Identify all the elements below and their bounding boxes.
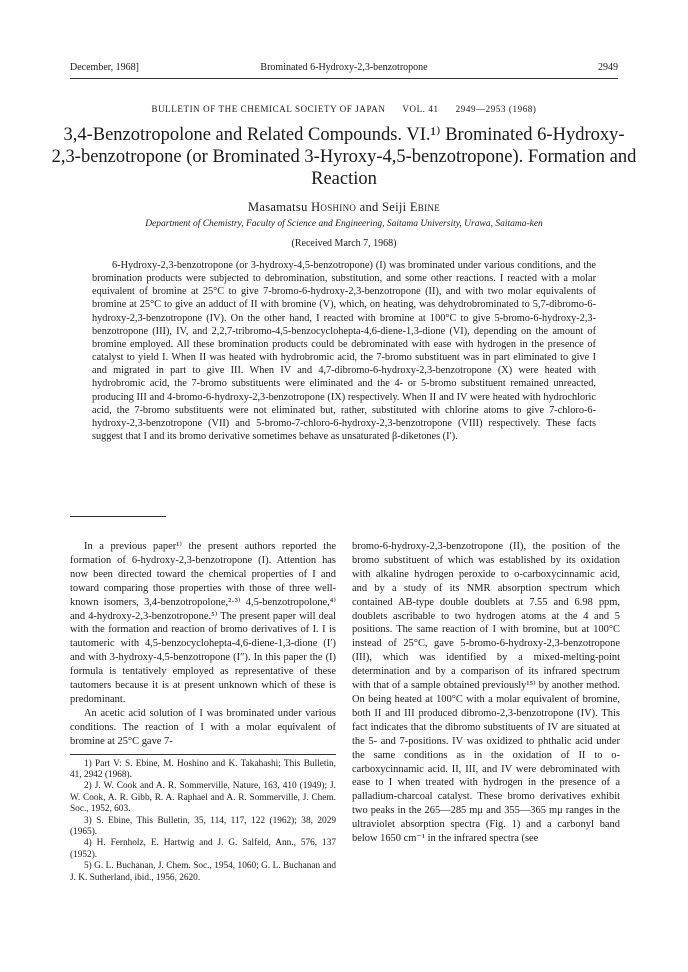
section-divider [70,516,166,517]
abstract-text: 6-Hydroxy-2,3-benzotropone (or 3-hydroxy-4,5-benzotropone) (I) was brominated under various conditions, and the bromination products were subjected to debromination, substitution, and some other reactions. I reacted with a molar equivalent of bromine at 25°C to give 7-bromo-6-hydroxy-2,3-benzotropone (II), and with two molar equivalents of bromine at 25°C to give an adduct of II with bromine (V), which, on heating, was dehydrobrominated to 5,7-dibromo-6-hydroxy-2,3-benzotropone (IV). On the other hand, I reacted with bromine at 100°C to give 5-bromo-6-hydroxy-2,3-benzotropone (III), IV, and 2,2,7-tribromo-4,5-benzocyclohepta-4,6-diene-1,3-dione (VI), depending on the amount of bromine employed. All these bromination products could be debrominated with ease with hydrogen in the presence of catalyst to yield I. When II was heated with hydrobromic acid, the 7-bromo substituent was in part eliminated to give I and migrated in part to give III. When IV and 4,7-dibromo-6-hydroxy-2,3-benzotropone (X) were heated with hydrobromic acid, the 7-bromo substituents were eliminated and the 4- or 5-bromo substituent remained unreacted, producing III and 4-bromo-6-hydroxy-2,3-benzotropone (IX) respectively. When II and IV were heated with hydrochloric acid, the 7-bromo substituents were not eliminated but, rather, substituted with chlorine atoms to give 7-chloro-6-hydroxy-2,3-benzotropone (VII) and 5-bromo-7-chloro-6-hydroxy-2,3-benzotropone (VIII) respectively. These facts suggest that I and its bromo derivative sometimes behave as unsaturated β-diketones (I′). [92,260,596,443]
page-number: 2949 [598,62,618,73]
footnote: 1) Part V: S. Ebine, M. Hoshino and K. Takahashi; This Bulletin, 41, 2942 (1968). [70,758,336,780]
header-date: December, 1968] [70,62,140,73]
footnote: 5) G. L. Buchanan, J. Chem. Soc., 1954, 1060; G. L. Buchanan and J. K. Sutherland, ibid., 1956, 2620. [70,861,336,883]
authors [0,200,688,215]
footnote: 2) J. W. Cook and A. R. Sommerville, Nature, 163, 410 (1949); J. W. Cook, A. R. Gibb, R. A. Raphael and A. R. Sommerville, J. Chem. Soc., 1952, 603. [70,781,336,815]
body-paragraph: An acetic acid solution of I was brominated under various conditions. The reaction of I with a molar equivalent of bromine at 25°C gave 7- [70,707,336,747]
footnote: 4) H. Fernholz, E. Hartwig and J. G. Salfeld, Ann., 576, 137 (1952). [70,838,336,860]
authors-and: and [356,200,383,214]
body-paragraph: In a previous paper¹⁾ the present authors reported the formation of 6-hydroxy-2,3-benzotropone (I). Attention has now been directed toward the chemical properties of I and toward comparing those properties with those of three well-known isomers, 3,4-benzotropolone,²·³⁾ 4,5-benzotropolone,⁴⁾ and 4-hydroxy-2,3-benzotropone.⁵⁾ The present paper will deal with the formation and reaction of bromo derivatives of I. I is tautomeric with 4,5-benzocyclohepta-4,6-diene-1,3-dione (I′) and with 3-hydroxy-4,5-benzotropone (I″). In this paper the (I) formula is tentatively employed as representative of these tautomers because it is at present unknown which of these is predominant. [70,541,336,705]
header-title: Brominated 6-Hydroxy-2,3-benzotropone [260,62,428,73]
author-2-last: Ebine [409,200,440,214]
received-date: (Received March 7, 1968) [291,238,397,249]
footnote: 3) S. Ebine, This Bulletin, 35, 114, 117, 122 (1962); 38, 2029 (1965). [70,815,336,838]
running-header [70,62,618,76]
abstract [92,259,596,443]
journal-line: BULLETIN OF THE CHEMICAL SOCIETY OF JAPAN VOL. 41 2949—2953 (1968) [151,104,537,114]
affiliation: Department of Chemistry, Faculty of Science and Engineering, Saitama University, Urawa, Saitama-ken [145,219,543,229]
right-column [352,540,620,846]
footnotes [70,754,336,884]
author-2-first: Seiji [382,200,410,214]
left-column [70,540,336,884]
author-1-first: Masamatsu [248,200,312,214]
header-rule [70,78,618,79]
article-title: 3,4-Benzotropolone and Related Compounds. VI.¹⁾ Brominated 6-Hydroxy-2,3-benzotropone (or Brominated 3-Hyroxy-4,5-benzotropone). Formation and Reaction [51,125,637,189]
author-1-last: Hoshino [311,200,357,214]
body-paragraph: bromo-6-hydroxy-2,3-benzotropone (II), the position of the bromo substituent of which was established by its oxidation with alkaline hydrogen peroxide to o-carboxycinnamic acid, and by a study of its NMR absorption spectrum which contained AB-type double doublets at 7.55 and 6.98 ppm, doublets ascribable to two hydrogen atoms at the 4 and 5 positions. The same reaction of I with bromine, but at 100°C instead of 25°C, gave 5-bromo-6-hydroxy-2,3-benzotropone (III), which was identified by a mixed-melting-point determination and by a comparison of its infrared spectrum with that of a sample obtained previously¹⁵⁾ by another method. On being heated at 100°C with a molar equivalent of bromine, both II and III produced dibromo-2,3-benzotropone (IV). This fact indicates that the dibromo substituents of IV are situated at the 5- and 7-positions. IV was oxidized to phthalic acid under the same conditions as in the oxidation of II to o-carboxycinnamic acid. II, III, and IV were debrominated with ease to I when treated with hydrogen in the presence of a palladium-charcoal catalyst. These bromo derivatives exhibit two peaks in the 265—285 mμ and 355—365 mμ ranges in the ultraviolet absorption spectra (Fig. 1) and a carbonyl band below 1650 cm⁻¹ in the infrared spectra (see [352,541,620,845]
